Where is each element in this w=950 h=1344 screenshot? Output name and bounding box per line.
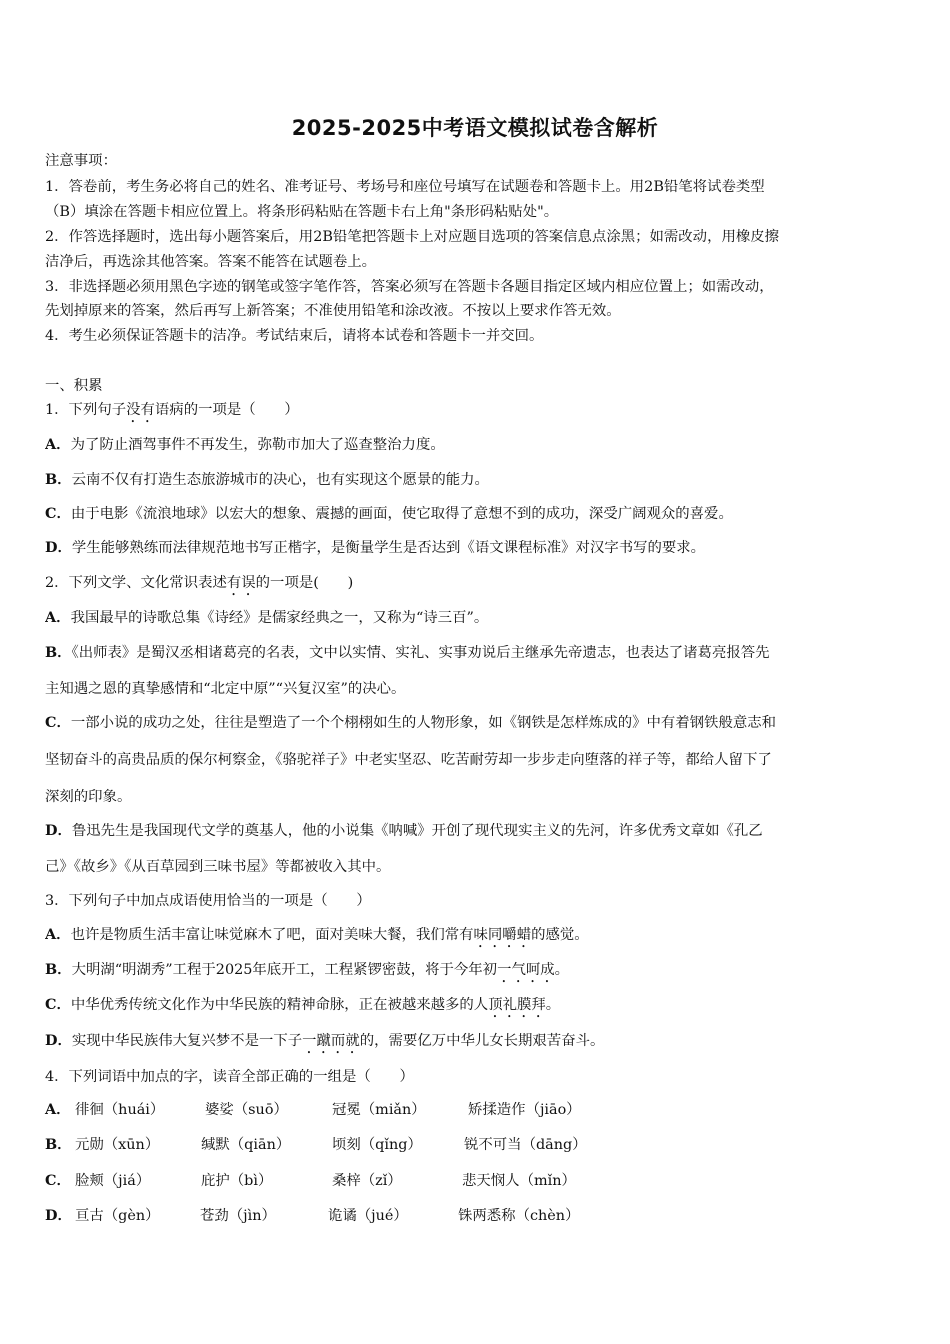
notice-line: 洁净后，再选涂其他答案。答案不能答在试题卷上。 — [45, 254, 376, 270]
option-label: C． — [45, 996, 71, 1013]
notice-line: 2．作答选择题时，选出每小题答案后，用2B铅笔把答题卡上对应题目选项的答案信息点涂黑；如需改动，用橡皮擦 — [45, 229, 780, 245]
option-b — [45, 643, 905, 663]
emphasis-text: 有误 — [226, 575, 256, 591]
dotted-idiom: 顶礼膜拜 — [488, 997, 546, 1013]
word-item: 徘徊（huái） — [75, 1102, 165, 1118]
option-c — [45, 504, 905, 524]
option-label: B． — [45, 471, 72, 488]
option-label: B． — [45, 644, 72, 661]
stem-text: 1．下列句子 — [45, 402, 127, 418]
option-label: A． — [45, 926, 71, 943]
question-stem: 3．下列句子中加点成语使用恰当的一项是（ ） — [45, 893, 371, 909]
option-text: 学生能够熟练而法律规范地书写正楷字，是衡量学生是否达到《语文课程标准》对汉字书写的要求。 — [71, 540, 706, 556]
stem-text: 语病的一项是（ ） — [154, 402, 299, 418]
option-text: 我国最早的诗歌总集《诗经》是儒家经典之一，又称为“诗三百”。 — [70, 610, 489, 626]
notice-line: 3．非选择题必须用黑色字迹的钢笔或签字笔作答，答案必须写在答题卡各题目指定区域内相应位置上；如需改动， — [45, 279, 774, 295]
dotted-idiom: 一蹴而就 — [302, 1033, 360, 1049]
section-heading: 一、积累 — [45, 378, 103, 394]
option-text: 鲁迅先生是我国现代文学的奠基人，他的小说集《呐喊》开创了现代现实主义的先河，许多优秀文章如《孔乙 — [71, 823, 763, 839]
option-a — [45, 925, 905, 951]
word-item: 庇护（bì） — [201, 1173, 273, 1189]
option-a — [45, 608, 905, 628]
option-label: A． — [45, 609, 71, 626]
option-text: 也许是物质生活丰富让味觉麻木了吧，面对美味大餐，我们常有 — [70, 927, 474, 943]
option-text: 云南不仅有打造生态旅游城市的决心，也有实现这个愿景的能力。 — [71, 472, 489, 488]
option-continuation: 坚韧奋斗的高贵品质的保尔柯察金，《骆驼祥子》中老实坚忍、吃苦耐劳却一步步走向堕落的祥子等，都给人留下了 — [45, 752, 772, 768]
word-item: 婆娑（suō） — [205, 1102, 288, 1118]
option-d — [45, 1031, 905, 1057]
stem-text: 的一项是( ) — [255, 575, 354, 591]
option-label: A． — [45, 436, 71, 453]
option-text: 。 — [545, 997, 561, 1013]
option-label: C． — [45, 714, 71, 731]
word-item: 亘古（gèn） — [75, 1208, 160, 1224]
option-text: 大明湖“明湖秀”工程于2025年底开工，工程紧锣密鼓，将于今年初 — [71, 962, 498, 978]
word-item: 锐不可当（dāng） — [464, 1137, 587, 1153]
option-label: D． — [45, 822, 72, 839]
option-label: D． — [45, 1207, 72, 1224]
option-text: 一部小说的成功之处，往往是塑造了一个个栩栩如生的人物形象，如《钢铁是怎样炼成的》中有着钢铁般意志和 — [70, 715, 777, 731]
option-continuation: 主知遇之恩的真挚感情和“北定中原”“兴复汉室”的决心。 — [45, 681, 406, 697]
word-item: 脸颊（jiá） — [75, 1173, 151, 1189]
option-label: D． — [45, 1032, 72, 1049]
notice-line: 1．答卷前，考生务必将自己的姓名、准考证号、考场号和座位号填写在试题卷和答题卡上。用2B铅笔将试卷类型 — [45, 179, 765, 195]
option-text: 《出师表》是蜀汉丞相诸葛亮的名表，文中以实情、实礼、实事劝说后主继承先帝遗志，也表达了诸葛亮报答先 — [71, 645, 770, 661]
notice-heading: 注意事项： — [45, 153, 117, 169]
stem-text: 2．下列文学、文化常识表述 — [45, 575, 227, 591]
notice-line: （B）填涂在答题卡相应位置上。将条形码粘贴在答题卡右上角"条形码粘贴处"。 — [45, 204, 559, 220]
notice-line: 4．考生必须保证答题卡的洁净。考试结束后，请将本试卷和答题卡一并交回。 — [45, 328, 544, 344]
word-item: 铢两悉称（chèn） — [458, 1208, 580, 1224]
question-stem — [45, 400, 905, 426]
option-b — [45, 470, 905, 490]
emphasis-text: 没有 — [126, 402, 155, 418]
word-item: 冠冕（miǎn） — [332, 1102, 426, 1118]
dotted-idiom: 味同嚼蜡 — [473, 927, 532, 943]
word-item: 缄默（qiān） — [201, 1137, 291, 1153]
question-stem — [45, 573, 905, 599]
option-a — [45, 435, 905, 455]
option-c — [45, 995, 905, 1021]
word-item: 矫揉造作（jiāo） — [468, 1102, 581, 1118]
option-text: 中华优秀传统文化作为中华民族的精神命脉，正在被越来越多的人 — [70, 997, 489, 1013]
dotted-idiom: 一气呵成 — [497, 962, 555, 978]
option-label: C． — [45, 1172, 71, 1189]
word-item: 元勋（xūn） — [75, 1137, 160, 1153]
notice-line: 先划掉原来的答案，然后再写上新答案；不准使用铅笔和涂改液。不按以上要求作答无效。 — [45, 303, 621, 319]
option-b — [45, 960, 905, 986]
option-label: B． — [45, 961, 72, 978]
option-text: 。 — [554, 962, 570, 978]
option-text: 由于电影《流浪地球》以宏大的想象、震撼的画面，使它取得了意想不到的成功，深受广阔观众的喜爱。 — [70, 506, 733, 522]
option-text: 为了防止酒驾事件不再发生，弥勒市加大了巡查整治力度。 — [70, 437, 445, 453]
option-label: D． — [45, 539, 72, 556]
word-item: 桑梓（zǐ） — [332, 1173, 402, 1189]
option-d — [45, 538, 905, 558]
page-title: 2025-2025中考语文模拟试卷含解析 — [291, 116, 659, 140]
option-label: C． — [45, 505, 71, 522]
option-c — [45, 713, 905, 733]
question-stem: 4．下列词语中加点的字，读音全部正确的一组是（ ） — [45, 1069, 414, 1085]
option-continuation: 深刻的印象。 — [45, 789, 132, 805]
option-text: 实现中华民族伟大复兴梦不是一下子 — [71, 1033, 303, 1049]
option-text: 的，需要亿万中华儿女长期艰苦奋斗。 — [359, 1033, 605, 1049]
word-item: 顷刻（qǐng） — [332, 1137, 422, 1153]
option-text: 的感觉。 — [531, 927, 589, 943]
word-item: 苍劲（jìn） — [200, 1208, 276, 1224]
option-d — [45, 821, 905, 841]
option-continuation: 己》《故乡》《从百草园到三味书屋》等都被收入其中。 — [45, 859, 391, 875]
word-item: 悲天悯人（mǐn） — [462, 1173, 576, 1189]
option-label: A． — [45, 1101, 71, 1118]
word-item: 诡谲（jué） — [328, 1208, 408, 1224]
option-label: B． — [45, 1136, 72, 1153]
